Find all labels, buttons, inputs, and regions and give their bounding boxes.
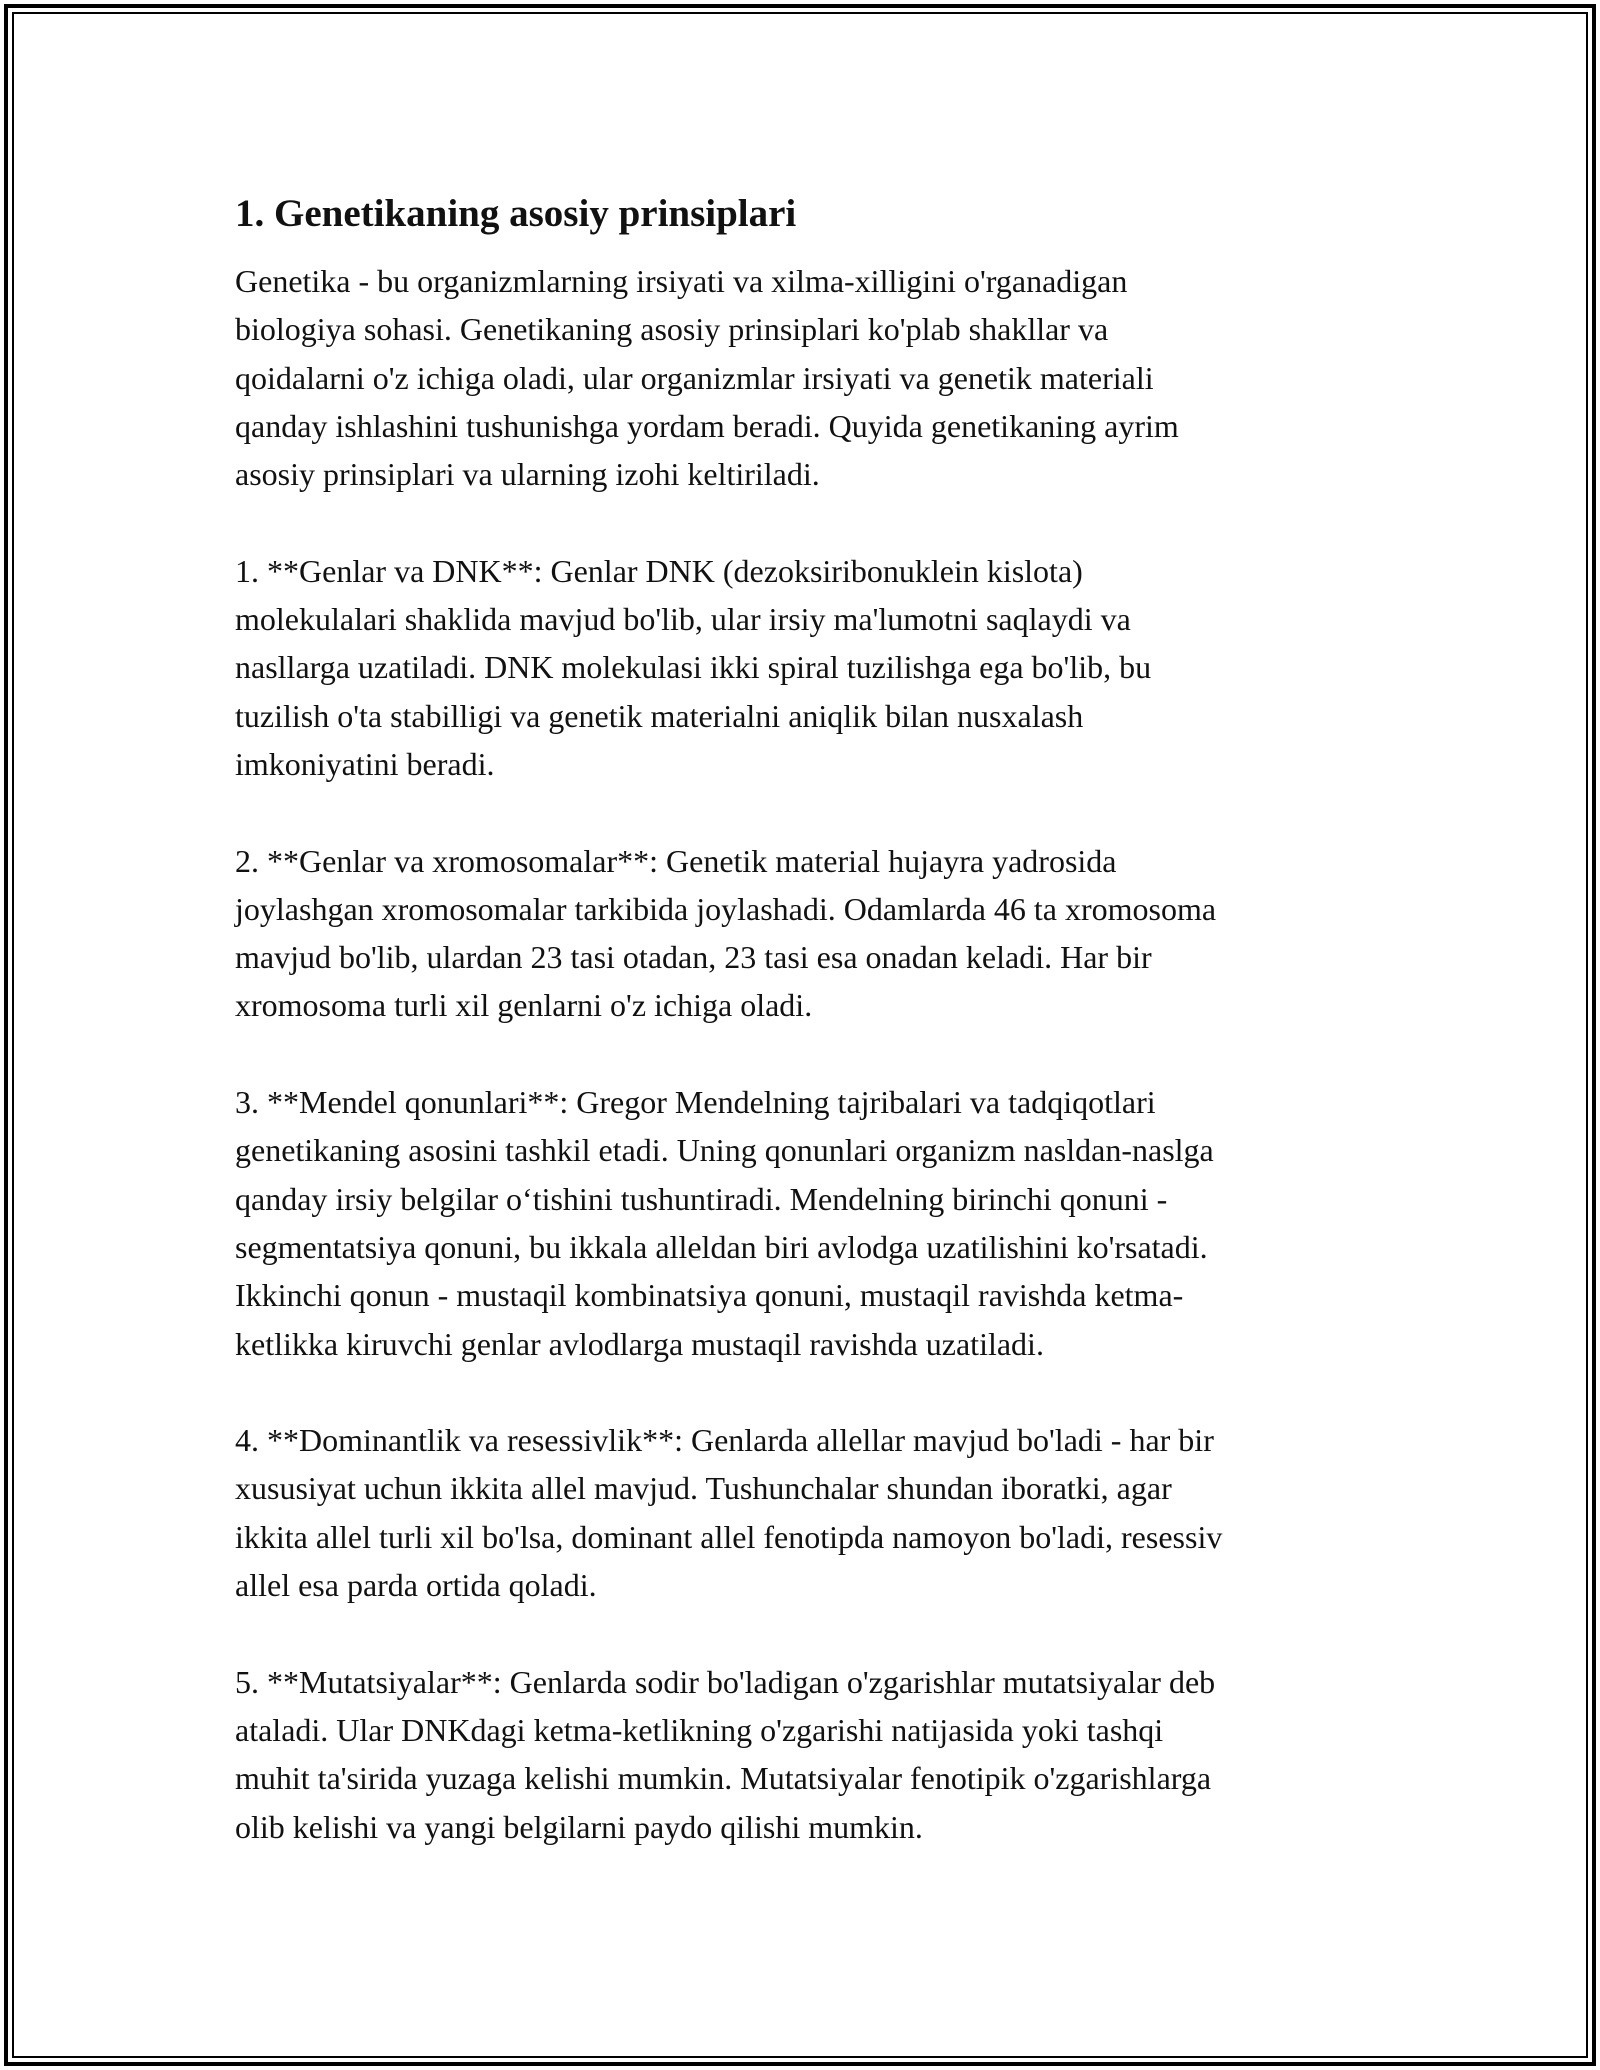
text-line: joylashgan xromosomalar tarkibida joylashadi. Odamlarda 46 ta xromosoma: [235, 890, 1217, 927]
principle-genes-dna: [235, 547, 1370, 788]
text-line: ataladi. Ular DNKdagi ketma-ketlikning o'zgarishi natijasida yoki tashqi: [235, 1711, 1164, 1748]
text-line: qoidalarni o'z ichiga oladi, ular organizmlar irsiyati va genetik materiali: [235, 359, 1154, 396]
principle-genes-chromosomes: [235, 837, 1370, 1030]
text-line: 4. **Dominantlik va resessivlik**: Genlarda allellar mavjud bo'ladi - har bir: [235, 1422, 1214, 1459]
text-line: molekulalari shaklida mavjud bo'lib, ular irsiy ma'lumotni saqlaydi va: [235, 601, 1131, 638]
text-line: 5. **Mutatsiyalar**: Genlarda sodir bo'ladigan o'zgarishlar mutatsiyalar deb: [235, 1663, 1216, 1700]
principle-mutations: [235, 1658, 1370, 1851]
text-line: ikkita allel turli xil bo'lsa, dominant allel fenotipda namoyon bo'ladi, resessiv: [235, 1518, 1223, 1555]
text-line: imkoniyatini beradi.: [235, 745, 495, 782]
text-line: qanday ishlashini tushunishga yordam beradi. Quyida genetikaning ayrim: [235, 407, 1179, 444]
text-line: qanday irsiy belgilar oʻtishini tushuntiradi. Mendelning birinchi qonuni -: [235, 1180, 1168, 1217]
text-line: mavjud bo'lib, ulardan 23 tasi otadan, 23 tasi esa onadan keladi. Har bir: [235, 939, 1152, 976]
text-line: olib kelishi va yangi belgilarni paydo qilishi mumkin.: [235, 1808, 923, 1845]
text-line: genetikaning asosini tashkil etadi. Uning qonunlari organizm nasldan-naslga: [235, 1132, 1214, 1169]
text-line: 1. **Genlar va DNK**: Genlar DNK (dezoksiribonuklein kislota): [235, 552, 1083, 589]
text-line: tuzilish o'ta stabilligi va genetik materialni aniqlik bilan nusxalash: [235, 697, 1084, 734]
document-title: 1. Genetikaning asosiy prinsiplari: [235, 192, 797, 235]
text-line: xromosoma turli xil genlarni o'z ichiga oladi.: [235, 987, 813, 1024]
text-line: Ikkinchi qonun - mustaqil kombinatsiya qonuni, mustaqil ravishda ketma-: [235, 1277, 1184, 1314]
text-line: nasllarga uzatiladi. DNK molekulasi ikki spiral tuzilishga ega bo'lib, bu: [235, 649, 1152, 686]
document-body: [235, 188, 1370, 1899]
principle-dominance-recessiveness: [235, 1416, 1370, 1609]
text-line: segmentatsiya qonuni, bu ikkala alleldan biri avlodga uzatilishini ko'rsatadi.: [235, 1228, 1208, 1265]
text-line: biologiya sohasi. Genetikaning asosiy prinsiplari ko'plab shakllar va: [235, 311, 1109, 348]
text-line: 2. **Genlar va xromosomalar**: Genetik material hujayra yadrosida: [235, 842, 1117, 879]
text-line: Genetika - bu organizmlarning irsiyati va xilma-xilligini o'rganadigan: [235, 263, 1128, 299]
text-line: 3. **Mendel qonunlari**: Gregor Mendelning tajribalari va tadqiqotlari: [235, 1084, 1156, 1121]
text-line: asosiy prinsiplari va ularning izohi keltiriladi.: [235, 456, 820, 493]
intro-paragraph: [235, 257, 1370, 498]
text-line: ketlikka kiruvchi genlar avlodlarga mustaqil ravishda uzatiladi.: [235, 1325, 1044, 1362]
text-line: xususiyat uchun ikkita allel mavjud. Tushunchalar shundan iboratki, agar: [235, 1470, 1172, 1507]
principle-mendel-laws: [235, 1078, 1370, 1368]
text-line: muhit ta'sirida yuzaga kelishi mumkin. Mutatsiyalar fenotipik o'zgarishlarga: [235, 1760, 1212, 1797]
text-line: allel esa parda ortida qoladi.: [235, 1567, 597, 1604]
